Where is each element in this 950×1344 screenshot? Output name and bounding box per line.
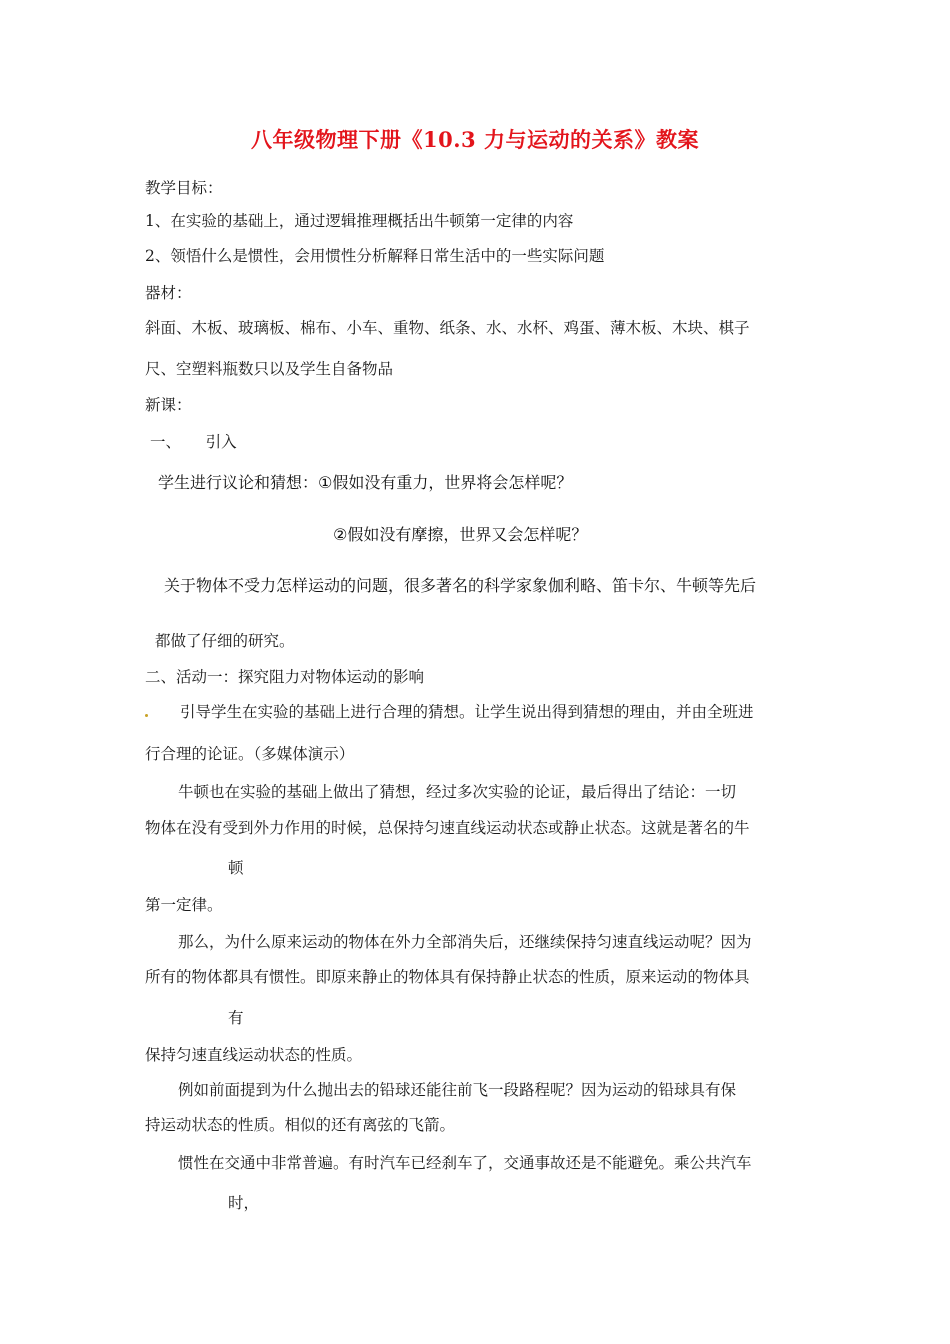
paragraph-2-line-2: 物体在没有受到外力作用的时候，总保持匀速直线运动状态或静止状态。这就是著名的牛	[145, 819, 750, 837]
paragraph-3-line-1: 那么，为什么原来运动的物体在外力全部消失后，还继续保持匀速直线运动呢？因为	[178, 933, 752, 951]
embedded-text-line-2: ②假如没有摩擦，世界又会怎样呢？	[333, 525, 588, 544]
section-1-heading: 一、 引入	[150, 433, 237, 451]
goal-2: 2、领悟什么是惯性，会用惯性分析解释日常生活中的一些实际问题	[145, 247, 605, 265]
new-lesson-heading: 新课：	[145, 396, 192, 414]
paragraph-5-line-1: 惯性在交通中非常普遍。有时汽车已经刹车了，交通事故还是不能避免。乘公共汽车	[178, 1154, 752, 1172]
marker-dot	[145, 714, 148, 717]
paragraph-4-line-2: 持运动状态的性质。相似的还有离弦的飞箭。	[145, 1116, 456, 1134]
paragraph-2-line-1: 牛顿也在实验的基础上做出了猜想，经过多次实验的论证，最后得出了结论：一切	[178, 783, 737, 801]
paragraph-2-line-3: 顿	[228, 859, 244, 877]
materials-line-2: 尺、空塑料瓶数只以及学生自备物品	[145, 360, 394, 378]
materials-line-1: 斜面、木板、玻璃板、棉布、小车、重物、纸条、水、水杯、鸡蛋、薄木板、木块、棋子	[145, 319, 750, 337]
goal-1: 1、在实验的基础上，通过逻辑推理概括出牛顿第一定律的内容	[145, 212, 574, 230]
paragraph-3-line-3: 有	[228, 1009, 244, 1027]
embedded-text-line-1: 学生进行议论和猜想：①假如没有重力，世界将会怎样呢？	[158, 473, 573, 492]
embedded-text-line-3: 关于物体不受力怎样运动的问题，很多著名的科学家象伽利略、笛卡尔、牛顿等先后	[164, 576, 757, 595]
paragraph-2-line-4: 第一定律。	[145, 896, 223, 914]
paragraph-1-line-1: 引导学生在实验的基础上进行合理的猜想。让学生说出得到猜想的理由，并由全班进	[180, 703, 754, 721]
paragraph-5-line-2: 时，	[228, 1194, 260, 1212]
paragraph-4-line-1: 例如前面提到为什么抛出去的铅球还能往前飞一段路程呢？因为运动的铅球具有保	[178, 1081, 737, 1099]
paragraph-3-line-2: 所有的物体都具有惯性。即原来静止的物体具有保持静止状态的性质，原来运动的物体具	[145, 968, 750, 986]
after-image-text: 都做了仔细的研究。	[155, 632, 295, 650]
paragraph-1-line-2: 行合理的论证。（多媒体演示）	[145, 745, 355, 763]
paragraph-3-line-4: 保持匀速直线运动状态的性质。	[145, 1046, 363, 1064]
document-title: 八年级物理下册《10.3 力与运动的关系》教案	[251, 127, 699, 152]
materials-heading: 器材：	[145, 284, 192, 302]
goals-heading: 教学目标：	[145, 179, 223, 197]
section-2-heading: 二、活动一：探究阻力对物体运动的影响	[145, 668, 425, 686]
